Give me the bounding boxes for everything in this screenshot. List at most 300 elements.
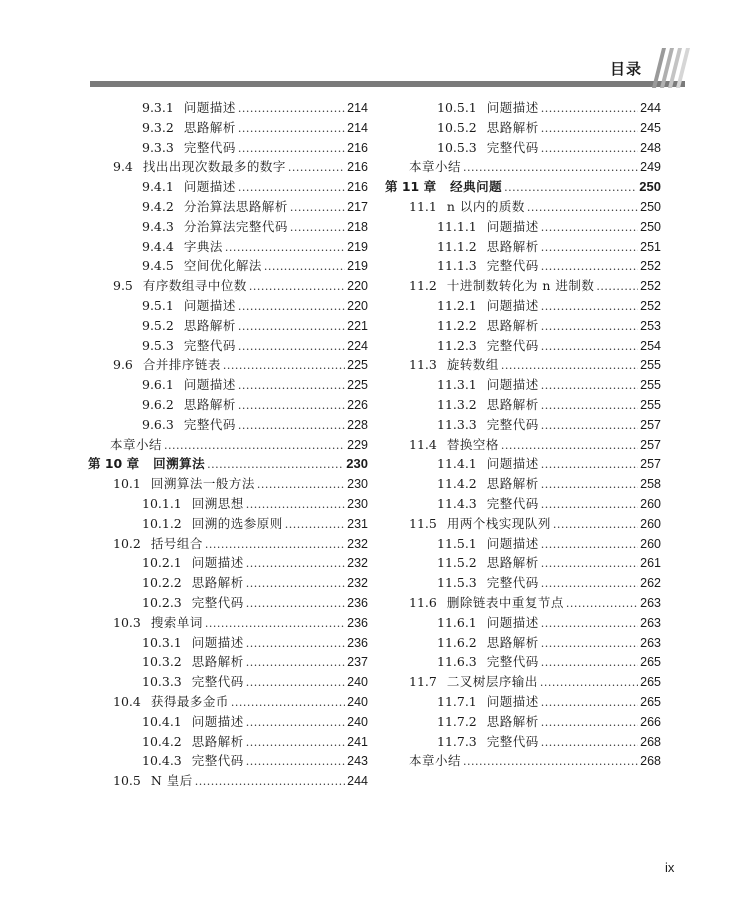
toc-leader-dots	[195, 772, 345, 792]
toc-entry-number: 9.6	[113, 357, 133, 373]
toc-leader-dots	[553, 515, 638, 535]
toc-leader-dots	[205, 535, 345, 555]
toc-entry-number: 11.3.3	[437, 416, 477, 432]
toc-entry-number: 9.6.2	[142, 396, 174, 412]
toc-entry-title: 有序数组寻中位数	[142, 278, 247, 294]
toc-entry	[88, 395, 368, 415]
toc-entry	[385, 217, 661, 237]
toc-leader-dots	[463, 752, 638, 772]
toc-leader-dots	[246, 713, 345, 733]
toc-entry	[385, 415, 661, 435]
toc-leader-dots	[223, 356, 345, 376]
toc-entry-page: 237	[347, 655, 368, 670]
toc-entry-title: 用两个栈实现队列	[446, 515, 551, 531]
toc-entry	[385, 633, 661, 653]
toc-entry-title: 完整代码	[191, 674, 244, 690]
toc-entry-number: 11.1.3	[437, 258, 477, 274]
toc-entry-page: 240	[347, 694, 368, 709]
toc-entry-title: 替换空格	[446, 436, 499, 452]
toc-entry-number: 11.3	[409, 357, 437, 373]
header-stripes-decoration	[648, 48, 690, 88]
toc-leader-dots	[541, 614, 638, 634]
toc-entry-title: 问题描述	[183, 179, 236, 195]
toc-leader-dots	[246, 495, 345, 515]
toc-entry	[385, 395, 661, 415]
toc-leader-dots	[541, 475, 638, 495]
toc-leader-dots	[264, 257, 345, 277]
toc-entry-number: 11.5.2	[437, 555, 477, 571]
toc-entry-page: 216	[347, 160, 368, 175]
toc-entry-number: 10.2.3	[142, 594, 182, 610]
toc-entry	[385, 98, 661, 118]
toc-entry-title: 问题描述	[486, 100, 539, 115]
toc-entry	[88, 534, 368, 554]
toc-entry-title: 思路解析	[486, 119, 539, 135]
toc-leader-dots	[540, 673, 638, 693]
toc-leader-dots	[504, 178, 637, 198]
toc-leader-dots	[246, 554, 345, 574]
toc-entry-title: 思路解析	[486, 713, 539, 729]
toc-leader-dots	[541, 257, 638, 277]
toc-entry-page: 218	[347, 219, 368, 234]
toc-entry-page: 217	[347, 199, 368, 214]
toc-entry-title: 空间优化解法	[183, 258, 262, 274]
toc-entry-page: 219	[347, 239, 368, 254]
toc-leader-dots	[501, 436, 638, 456]
toc-leader-dots	[257, 475, 345, 495]
toc-entry	[88, 217, 368, 237]
toc-entry-title: 找出出现次数最多的数字	[142, 159, 286, 175]
toc-leader-dots	[290, 218, 345, 238]
toc-entry	[385, 454, 661, 474]
toc-entry-title: 思路解析	[191, 575, 244, 591]
toc-entry-title: 完整代码	[191, 594, 244, 610]
toc-leader-dots	[238, 416, 345, 436]
toc-entry-title: 本章小结	[409, 159, 462, 175]
toc-leader-dots	[246, 653, 345, 673]
toc-leader-dots	[463, 158, 638, 178]
toc-entry-title: 思路解析	[486, 476, 539, 492]
toc-entry-number: 10.4.1	[142, 713, 182, 729]
toc-entry	[385, 553, 661, 573]
toc-entry-title: 问题描述	[183, 297, 236, 313]
toc-entry-page: 221	[347, 318, 368, 333]
toc-entry-number: 11.5.3	[437, 575, 477, 591]
toc-leader-dots	[288, 158, 345, 178]
toc-entry-title: 回溯思想	[191, 495, 244, 511]
toc-entry	[385, 197, 661, 217]
toc-entry-title: 完整代码	[486, 654, 539, 670]
toc-entry-title: 思路解析	[486, 396, 539, 412]
toc-entry-title: 完整代码	[191, 753, 244, 769]
toc-entry	[88, 474, 368, 494]
toc-entry	[385, 573, 661, 593]
toc-entry-page: 257	[640, 437, 661, 452]
toc-entry-number: 9.4.2	[142, 198, 174, 214]
toc-entry-number: 11.4.3	[437, 495, 477, 511]
toc-entry	[88, 415, 368, 435]
toc-entry-page: 249	[640, 160, 661, 175]
toc-entry-page: 260	[640, 516, 661, 531]
toc-entry-title: 二叉树层序输出	[446, 674, 538, 690]
toc-entry-page: 252	[640, 259, 661, 274]
toc-entry-title: N 皇后	[150, 773, 193, 789]
toc-leader-dots	[246, 574, 345, 594]
toc-entry	[385, 474, 661, 494]
toc-entry-number: 10.1.1	[142, 495, 182, 511]
toc-leader-dots	[238, 337, 345, 357]
toc-entry-title: 问题描述	[486, 218, 539, 234]
toc-entry-title: 问题描述	[191, 634, 244, 650]
toc-entry-page: 230	[347, 496, 368, 511]
toc-entry	[385, 276, 661, 296]
toc-entry-title: 思路解析	[183, 317, 236, 333]
toc-entry-title: 完整代码	[486, 495, 539, 511]
toc-entry-page: 250	[639, 179, 661, 195]
toc-entry	[88, 316, 368, 336]
toc-entry-number: 9.4.5	[142, 258, 174, 274]
toc-entry-page: 241	[347, 734, 368, 749]
toc-leader-dots	[164, 436, 345, 456]
toc-leader-dots	[541, 99, 638, 119]
toc-entry-page: 245	[640, 120, 661, 135]
toc-entry-page: 225	[347, 358, 368, 373]
toc-entry-page: 220	[347, 298, 368, 313]
toc-entry-title: 完整代码	[486, 416, 539, 432]
toc-entry-title: 完整代码	[183, 139, 236, 155]
toc-entry-title: 完整代码	[183, 337, 236, 353]
toc-entry-page: 230	[347, 477, 368, 492]
toc-entry-title: 思路解析	[183, 396, 236, 412]
toc-leader-dots	[246, 634, 345, 654]
toc-leader-dots	[541, 376, 638, 396]
toc-entry-page: 251	[640, 239, 661, 254]
toc-entry-page: 231	[347, 516, 368, 531]
toc-entry-page: 255	[640, 358, 661, 373]
toc-entry-number: 10.3.1	[142, 634, 182, 650]
toc-leader-dots	[541, 218, 638, 238]
toc-entry-title: 回溯的选参原则	[191, 515, 283, 531]
toc-entry-number: 11.4.2	[437, 476, 477, 492]
toc-entry-number: 11.7	[409, 674, 437, 690]
toc-entry-number: 第 10 章	[88, 456, 140, 472]
toc-entry	[88, 751, 368, 771]
toc-entry-title: 回溯算法	[153, 456, 206, 472]
toc-entry-title: 分治算法完整代码	[183, 218, 288, 234]
toc-entry-page: 216	[347, 180, 368, 195]
toc-entry-page: 255	[640, 378, 661, 393]
toc-entry-page: 214	[347, 120, 368, 135]
toc-entry	[88, 613, 368, 633]
toc-leader-dots	[541, 297, 638, 317]
toc-leader-dots	[527, 198, 638, 218]
toc-entry-number: 9.5	[113, 278, 133, 294]
toc-entry-title: 思路解析	[191, 654, 244, 670]
toc-leader-dots	[246, 673, 345, 693]
toc-entry-page: 260	[640, 496, 661, 511]
toc-leader-dots	[238, 376, 345, 396]
toc-entry-title: 合并排序链表	[142, 357, 221, 373]
toc-entry-page: 229	[347, 437, 368, 452]
toc-entry-number: 9.5.1	[142, 297, 174, 313]
toc-entry-number: 10.5	[113, 773, 141, 789]
toc-entry-number: 11.1.2	[437, 238, 477, 254]
toc-entry-number: 9.6.3	[142, 416, 174, 432]
toc-entry	[385, 692, 661, 712]
toc-entry-number: 10.4.2	[142, 733, 182, 749]
toc-leader-dots	[541, 317, 638, 337]
toc-leader-dots	[285, 515, 345, 535]
toc-entry	[88, 355, 368, 375]
toc-leader-dots	[541, 455, 638, 475]
toc-entry	[385, 118, 661, 138]
toc-entry-number: 10.2.1	[142, 555, 182, 571]
toc-leader-dots	[207, 455, 344, 475]
toc-entry-page: 228	[347, 417, 368, 432]
toc-entry-number: 11.3.2	[437, 396, 477, 412]
toc-entry	[385, 256, 661, 276]
toc-entry-title: 完整代码	[486, 258, 539, 274]
toc-entry-number: 11.6.3	[437, 654, 477, 670]
toc-entry	[88, 672, 368, 692]
toc-left-column	[88, 98, 368, 791]
toc-leader-dots	[541, 554, 638, 574]
toc-leader-dots	[238, 99, 345, 119]
toc-leader-dots	[541, 574, 638, 594]
toc-entry-page: 232	[347, 536, 368, 551]
toc-leader-dots	[238, 317, 345, 337]
toc-entry-page: 216	[347, 140, 368, 155]
toc-entry-page: 244	[347, 774, 368, 789]
toc-entry	[88, 118, 368, 138]
toc-entry	[88, 435, 368, 455]
toc-entry-page: 263	[640, 615, 661, 630]
toc-entry-page: 250	[640, 219, 661, 234]
toc-entry-title: 完整代码	[486, 575, 539, 591]
toc-entry	[88, 296, 368, 316]
toc-entry	[385, 732, 661, 752]
toc-entry-page: 263	[640, 635, 661, 650]
toc-entry-title: n 以内的质数	[446, 198, 525, 214]
toc-entry-title: 搜索单词	[150, 614, 203, 630]
toc-entry-number: 10.3	[113, 614, 141, 630]
toc-entry-page: 257	[640, 417, 661, 432]
toc-entry	[88, 276, 368, 296]
toc-entry-number: 11.2	[409, 278, 437, 294]
toc-entry-number: 10.2	[113, 535, 141, 551]
toc-entry	[385, 336, 661, 356]
toc-entry-page: 252	[640, 279, 661, 294]
toc-entry-number: 9.6.1	[142, 377, 174, 393]
toc-entry-number: 11.6.2	[437, 634, 477, 650]
toc-entry-title: 问题描述	[191, 555, 244, 571]
toc-entry	[88, 652, 368, 672]
toc-entry-page: 261	[640, 556, 661, 571]
toc-entry-page: 252	[640, 298, 661, 313]
toc-entry	[88, 138, 368, 158]
toc-leader-dots	[246, 752, 345, 772]
toc-entry	[88, 692, 368, 712]
toc-entry-title: 本章小结	[409, 753, 462, 769]
toc-entry-number: 9.4.1	[142, 179, 174, 195]
toc-entry-number: 10.4	[113, 693, 141, 709]
toc-entry-number: 11.6.1	[437, 614, 477, 630]
toc-entry-title: 思路解析	[486, 555, 539, 571]
toc-entry-title: 问题描述	[486, 535, 539, 551]
toc-entry-title: 完整代码	[486, 337, 539, 353]
toc-entry-title: 问题描述	[486, 297, 539, 313]
toc-entry-number: 9.5.2	[142, 317, 174, 333]
toc-leader-dots	[249, 277, 345, 297]
toc-entry-number: 9.3.3	[142, 139, 174, 155]
toc-entry-number: 9.4.4	[142, 238, 174, 254]
toc-entry-title: 思路解析	[486, 238, 539, 254]
toc-entry-title: 括号组合	[150, 535, 203, 551]
toc-entry-page: 224	[347, 338, 368, 353]
toc-entry-page: 240	[347, 714, 368, 729]
toc-entry	[88, 514, 368, 534]
toc-entry	[385, 672, 661, 692]
page-number: ix	[665, 860, 675, 875]
toc-entry	[385, 514, 661, 534]
toc-entry-title: 分治算法思路解析	[183, 198, 288, 214]
toc-entry-number: 11.4.1	[437, 456, 477, 472]
toc-entry	[385, 613, 661, 633]
toc-entry-page: 260	[640, 536, 661, 551]
toc-entry-page: 236	[347, 635, 368, 650]
toc-entry-page: 250	[640, 199, 661, 214]
toc-entry-title: 思路解析	[191, 733, 244, 749]
toc-leader-dots	[541, 337, 638, 357]
toc-entry	[88, 553, 368, 573]
toc-entry-number: 11.7.1	[437, 693, 477, 709]
toc-entry-number: 10.1	[113, 476, 141, 492]
toc-entry-number: 11.2.3	[437, 337, 477, 353]
toc-entry-number: 11.7.3	[437, 733, 477, 749]
toc-entry-number: 10.3.2	[142, 654, 182, 670]
toc-leader-dots	[566, 594, 638, 614]
toc-entry	[88, 593, 368, 613]
toc-entry-number: 11.7.2	[437, 713, 477, 729]
toc-leader-dots	[205, 614, 345, 634]
toc-entry-page: 268	[640, 734, 661, 749]
toc-leader-dots	[246, 733, 345, 753]
toc-entry-page: 219	[347, 259, 368, 274]
toc-entry-number: 10.5.1	[437, 100, 477, 115]
toc-entry	[385, 652, 661, 672]
toc-entry-number: 11.2.1	[437, 297, 477, 313]
toc-entry-page: 268	[640, 754, 661, 769]
toc-entry	[385, 375, 661, 395]
toc-entry	[88, 237, 368, 257]
toc-entry-page: 236	[347, 595, 368, 610]
toc-entry-number: 11.5.1	[437, 535, 477, 551]
toc-entry-title: 问题描述	[486, 693, 539, 709]
toc-entry-title: 旋转数组	[446, 357, 499, 373]
toc-entry	[88, 98, 368, 118]
toc-leader-dots	[541, 495, 638, 515]
toc-entry-page: 262	[640, 576, 661, 591]
toc-entry-page: 225	[347, 378, 368, 393]
toc-leader-dots	[246, 594, 345, 614]
toc-entry-number: 10.4.3	[142, 753, 182, 769]
toc-entry	[88, 771, 368, 791]
toc-entry-title: 思路解析	[486, 317, 539, 333]
toc-entry-number: 11.1.1	[437, 218, 477, 234]
toc-entry	[88, 712, 368, 732]
toc-entry-title: 获得最多金币	[150, 693, 229, 709]
toc-leader-dots	[501, 356, 638, 376]
toc-entry-number: 10.5.2	[437, 119, 477, 135]
toc-entry-number: 9.3.1	[142, 100, 174, 115]
toc-entry-page: 265	[640, 694, 661, 709]
toc-leader-dots	[541, 238, 638, 258]
toc-entry-number: 第 11 章	[385, 179, 437, 195]
toc-entry	[88, 573, 368, 593]
toc-entry-page: 263	[640, 595, 661, 610]
toc-entry-page: 265	[640, 655, 661, 670]
toc-entry-title: 完整代码	[486, 733, 539, 749]
toc-entry	[385, 494, 661, 514]
toc-entry-page: 243	[347, 754, 368, 769]
toc-entry-page: 232	[347, 576, 368, 591]
toc-entry-page: 255	[640, 397, 661, 412]
toc-leader-dots	[290, 198, 345, 218]
toc-entry	[385, 138, 661, 158]
toc-entry-title: 经典问题	[450, 179, 503, 195]
toc-entry-title: 十进制数转化为 n 进制数	[446, 278, 595, 294]
toc-entry-page: 254	[640, 338, 661, 353]
header-rule	[90, 81, 685, 87]
toc-entry	[385, 712, 661, 732]
toc-entry-page: 226	[347, 397, 368, 412]
toc-leader-dots	[541, 693, 638, 713]
toc-leader-dots	[541, 535, 638, 555]
toc-entry	[88, 454, 368, 474]
toc-entry-number: 11.6	[409, 594, 437, 610]
toc-entry	[88, 494, 368, 514]
toc-entry-number: 9.5.3	[142, 337, 174, 353]
toc-entry-title: 问题描述	[486, 456, 539, 472]
toc-entry-number: 9.3.2	[142, 119, 174, 135]
toc-entry-title: 完整代码	[183, 416, 236, 432]
toc-leader-dots	[541, 119, 638, 139]
toc-entry-page: 240	[347, 675, 368, 690]
toc-entry-page: 232	[347, 556, 368, 571]
toc-leader-dots	[225, 238, 345, 258]
toc-entry	[88, 336, 368, 356]
toc-entry	[385, 435, 661, 455]
toc-entry-title: 删除链表中重复节点	[446, 594, 564, 610]
toc-entry-page: 266	[640, 714, 661, 729]
toc-entry	[385, 237, 661, 257]
toc-entry	[385, 355, 661, 375]
toc-entry-title: 问题描述	[183, 100, 236, 115]
toc-entry-page: 258	[640, 477, 661, 492]
toc-entry	[88, 157, 368, 177]
header-title: 目录	[610, 60, 643, 78]
toc-entry-page: 244	[640, 101, 661, 115]
toc-entry-number: 10.3.3	[142, 674, 182, 690]
toc-entry	[88, 375, 368, 395]
toc-leader-dots	[541, 416, 638, 436]
toc-leader-dots	[238, 396, 345, 416]
toc-entry-page: 220	[347, 279, 368, 294]
toc-entry-title: 本章小结	[110, 436, 163, 452]
toc-entry-number: 11.3.1	[437, 377, 477, 393]
toc-entry	[88, 197, 368, 217]
toc-entry	[385, 534, 661, 554]
